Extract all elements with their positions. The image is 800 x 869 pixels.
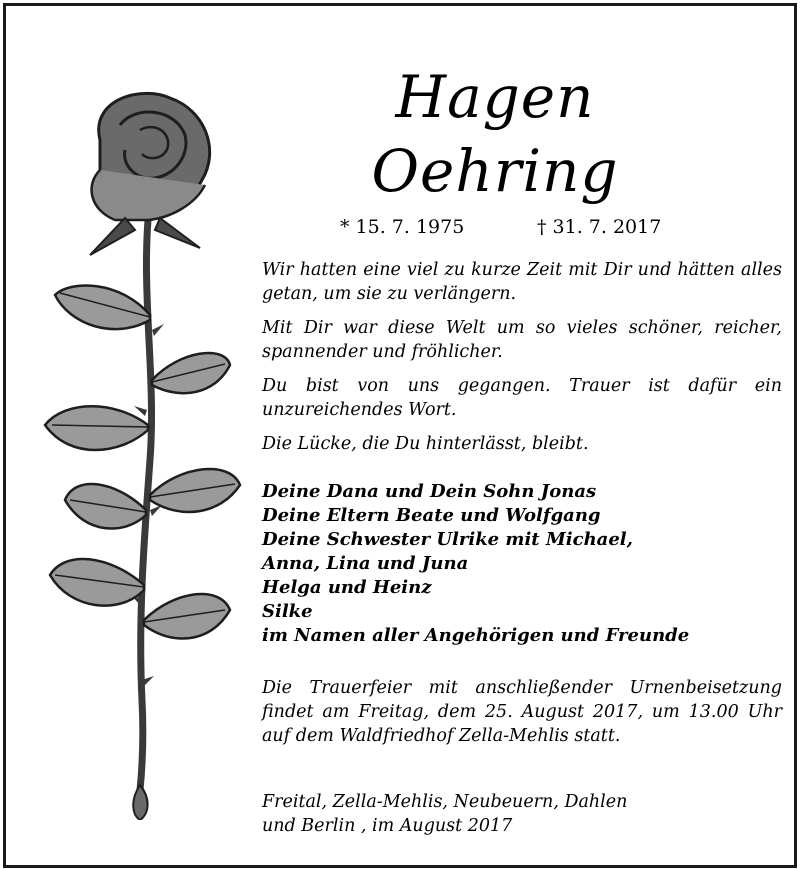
signatory-line: Helga und Heinz bbox=[262, 577, 432, 598]
signatory-line: Deine Schwester Ulrike mit Michael, bbox=[262, 529, 633, 550]
funeral-info-text: Die Trauerfeier mit anschließender Urnenbeisetzung findet am Freitag, dem 25. August 2017, um 13.00 Uhr auf dem Waldfriedhof Zella-Mehlis statt. bbox=[262, 678, 782, 746]
paragraph: Mit Dir war diese Welt um so vieles schöner, reicher, spannender und fröhlicher. bbox=[262, 318, 782, 362]
signatory-line: Silke bbox=[262, 601, 313, 622]
deceased-last-name: Oehring bbox=[371, 137, 619, 205]
rose-icon bbox=[30, 80, 250, 820]
signatory-line: Deine Eltern Beate und Wolfgang bbox=[262, 505, 601, 526]
signatories bbox=[262, 480, 782, 648]
deceased-first-name: Hagen bbox=[395, 63, 595, 131]
paragraph: Wir hatten eine viel zu kurze Zeit mit Dir und hätten alles getan, um sie zu verlängern. bbox=[262, 260, 782, 304]
obituary-text bbox=[262, 258, 782, 466]
signatory-line: Anna, Lina und Juna bbox=[262, 553, 469, 574]
signatory-line: im Namen aller Angehörigen und Freunde bbox=[262, 625, 690, 646]
signatory-line: Deine Dana und Dein Sohn Jonas bbox=[262, 481, 597, 502]
place-and-date bbox=[262, 790, 782, 838]
birth-date: * 15. 7. 1975 bbox=[340, 216, 465, 238]
paragraph: Die Lücke, die Du hinterlässt, bleibt. bbox=[262, 434, 589, 454]
funeral-info bbox=[262, 676, 782, 748]
death-date: † 31. 7. 2017 bbox=[537, 216, 662, 238]
place-line: Freital, Zella-Mehlis, Neubeuern, Dahlen bbox=[262, 792, 628, 812]
paragraph: Du bist von uns gegangen. Trauer ist dafür ein unzureichendes Wort. bbox=[262, 376, 782, 420]
place-line: und Berlin , im August 2017 bbox=[262, 816, 513, 836]
